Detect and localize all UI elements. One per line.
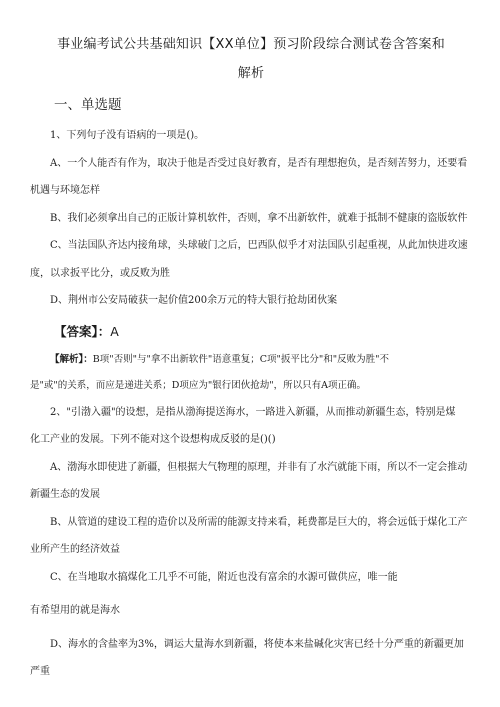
question-2-option-a-line-1: A、渤海水即使进了新疆，但根据大气物理的原理，并非有了水汽就能下雨，所以不一定会推动 bbox=[50, 461, 468, 473]
analysis-text-1: B项"否则"与"拿不出新软件"语意重复；C项"扳平比分"和"反败为胜"不 bbox=[92, 353, 389, 365]
question-2-option-b-line-2: 业所产生的经济效益 bbox=[30, 544, 120, 555]
question-1-option-b: B、我们必须拿出自己的正版计算机软件，否则，拿不出新软件，就难于抵制不健康的盗版软件 bbox=[50, 212, 468, 224]
document-title bbox=[30, 30, 472, 88]
question-2-stem-line-1: 2、"引渤入疆"的设想，是指从渤海提送海水，一路进入新疆，从而推动新疆生态，特别是煤 bbox=[50, 406, 456, 418]
question-1-option-a-line-1: A、一个人能否有作为，取决于他是否受过良好教育，是否有理想抱负，是否刻苦努力，还要看 bbox=[50, 157, 468, 169]
question-1-option-c-line-1: C、当法国队齐达内接角球，头球破门之后，巴西队似乎才对法国队引起重视，从此加快进攻速 bbox=[50, 240, 468, 251]
question-2 bbox=[30, 399, 472, 686]
question-2-option-c-line-2: 有希望用的就是海水 bbox=[30, 605, 120, 616]
question-2-option-c-line-1: C、在当地取水搞煤化工几乎不可能，附近也没有富余的水源可做供应，唯一能 bbox=[50, 571, 398, 583]
section-heading-single-choice: 一、单选题 bbox=[54, 97, 122, 113]
question-1-analysis-line-1 bbox=[30, 347, 472, 373]
question-1-option-a-line-2: 机遇与环境怎样 bbox=[30, 185, 100, 196]
question-1 bbox=[30, 122, 472, 399]
question-2-option-d-line-2: 严重 bbox=[30, 666, 50, 677]
question-2-option-a-line-2: 新疆生态的发展 bbox=[30, 489, 100, 500]
question-2-option-b-line-1: B、从管道的建设工程的造价以及所需的能源支持来看，耗费都是巨大的，将会远低于煤化工产 bbox=[50, 516, 468, 528]
analysis-label: 【解析】： bbox=[50, 353, 93, 365]
question-1-option-c-line-2: 度，以求扳平比分，或反败为胜 bbox=[30, 267, 170, 279]
answer-value: A bbox=[110, 323, 119, 339]
question-1-analysis-line-2: 是"或"的关系，而应是递进关系；D项应为"银行团伙抢劫"，所以只有A项正确。 bbox=[30, 379, 366, 391]
question-1-answer bbox=[54, 317, 472, 347]
question-2-stem-line-2: 化工产业的发展。下列不能对这个设想构成反驳的是()() bbox=[30, 434, 276, 445]
answer-label: 【答案】： bbox=[54, 323, 111, 339]
title-line-1: 事业编考试公共基础知识【XX单位】预习阶段综合测试卷含答案和 bbox=[57, 37, 445, 52]
title-line-2: 解析 bbox=[237, 66, 265, 81]
question-2-option-d-line-1: D、海水的含盐率为3%，调运大量海水到新疆，将使本来盐碱化灾害已经十分严重的新疆更加 bbox=[50, 638, 464, 650]
question-1-stem: 1、下列句子没有语病的一项是()。 bbox=[50, 130, 205, 141]
question-1-option-d: D、荆州市公安局破获一起价值200余万元的特大银行抢劫团伙案 bbox=[50, 295, 338, 306]
